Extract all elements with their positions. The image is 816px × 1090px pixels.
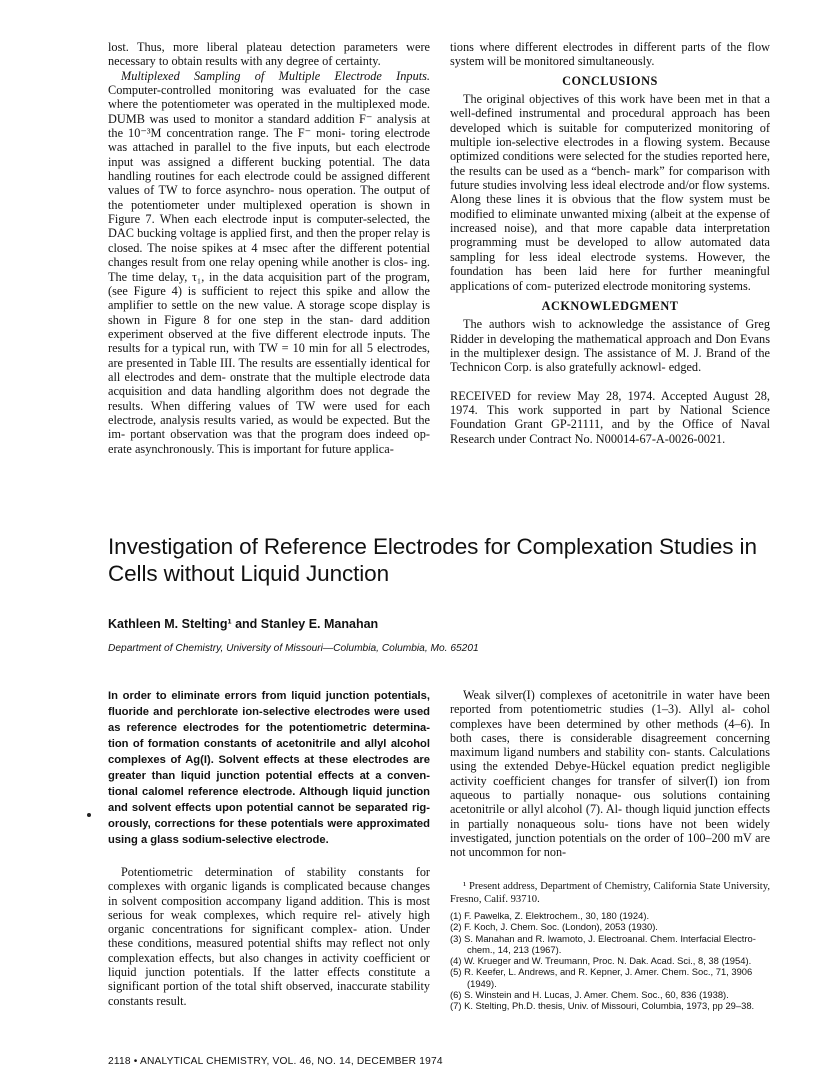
body-left-paragraph: Potentiometric determination of stability constants for complexes with organic ligands is complicated because changes in solvent composition accompany ligand addition. This is most serious for weak complexes, which require rel- atively high organic concentrations for significant complex- ation. Under these conditions, measured potential shifts may reflect not only complexation effects, but also changes in activity coefficient or liquid junction potentials. If the latter effects constitute a significant portion of the total shift observed, inaccurate stability constants result. — [108, 865, 430, 1008]
reference-item: (4) W. Krueger and W. Treumann, Proc. N. Dak. Acad. Sci., 8, 38 (1954). — [450, 955, 752, 967]
continued-left-column — [108, 40, 430, 456]
reference-list — [450, 910, 772, 1012]
reference-item: (6) S. Winstein and H. Lucas, J. Amer. Chem. Soc., 60, 836 (1938). — [450, 989, 729, 1001]
margin-dot — [87, 813, 91, 817]
conclusions-heading: CONCLUSIONS — [562, 73, 658, 88]
multiplexed-paragraph: Computer-controlled monitoring was evaluated for the case where the potentiometer was operated in the multiplexed mode. DUMB was used to monitor a standard addition F⁻ analysis at the 10⁻³M concentration range. The F⁻ moni- toring electrode was attached in parallel to the five inputs, but each electrode input was assigned a different bucking potential. The data handling routines for each electrode could be assigned different values of TW to force asynchro- nous operation. The output of the potentiometer under multiplexed operation is shown in Figure 7. When each electrode input is computer-selected, the DAC bucking voltage is applied first, and then the proper relay is closed. The noise spikes at 4 msec after the different potential changes result from one relay opening while another is clos- ing. The time delay, τ₁, in the data acquisition part of the program, (see Figure 4) is sufficient to reject this spike and allow the amplifier to settle on the new value. A storage scope display is shown in Figure 8 for one step in the stan- dard addition experiment observed at the five different electrode inputs. The results for a typical run, with TW = 10 min for all 5 electrodes, are presented in Table III. The results are essentially identical for all electrodes and dem- onstrate that the multiple electrode data acquisition and data handling algorithm does not degrade the results. When differing values of TW were used for each electrode, analysis results varied, as would be expected. But the im- portant observation was that the program does indeed op- erate asynchronously. This is important for future applica- — [108, 83, 430, 456]
article-abstract: In order to eliminate errors from liquid junction potentials, fluoride and perchlorate ion-selective electrodes were used as reference electrodes for the potentiometric determina- tion of formation constants of acetonitrile and allyl alcohol complexes of Ag(I). Solvent effects at these electrodes are greater than liquid junction potential effects at a conven- tional calomel reference electrode. Although liquid junction and solvent effects upon potential cannot be separated rig- orously, corrections for these potentials were approximated using a glass sodium-selective electrode. — [108, 690, 430, 847]
author-footnote: ¹ Present address, Department of Chemistry, California State University, Fresno, Calif. 93710. — [450, 881, 770, 905]
received-label: RECEIVED — [450, 388, 511, 403]
page-footer: 2118 • ANALYTICAL CHEMISTRY, VOL. 46, NO. 14, DECEMBER 1974 — [108, 1056, 443, 1067]
reference-item: (5) R. Keefer, L. Andrews, and R. Kepner, J. Amer. Chem. Soc., 71, 3906 (1949). — [450, 966, 753, 989]
received-text: for review May 28, 1974. Accepted August 28, 1974. This work supported in part by National Science Foundation Grant GP-21111, and by the Office of Naval Research under Contract No. N00014-67-A-0026-0021. — [450, 388, 770, 446]
article-affiliation: Department of Chemistry, University of Missouri—Columbia, Columbia, Mo. 65201 — [108, 643, 479, 654]
conclusions-paragraph: The original objectives of this work have been met in that a well-defined instrumental and procedural approach has been developed which is suitable for computerized monitoring of multiple ion-selective electrodes in a flowing system. Because optimized conditions were selected for the studies reported here, the results can be used as a “bench- mark” for comparison with future studies involving less ideal electrode and/or flow systems. Along these lines it is obvious that the flow system must be modified to eliminate unwanted mixing (albeit at the expense of increased noise), and that more capable data interpretation programming must be developed to allow automated data sampling for less ideal electrode systems. However, the foundation has been laid here for further meaningful applications of com- puterized electrode monitoring systems. — [450, 92, 770, 293]
reference-item: (1) F. Pawelka, Z. Elektrochem., 30, 180 (1924). — [450, 910, 650, 921]
body-right-paragraph: Weak silver(I) complexes of acetonitrile in water have been reported from potentiometric studies (1–3). Allyl al- cohol complexes have been determined by other methods (4–6). In both cases, there is considerable disagreement concerning maximum ligand numbers and stability con- stants. Calculations using the extended Debye-Hückel equation predict negligible activity coefficient changes for transfer of silver(I) ion from aqueous to partially nonaque- ous solutions containing acetonitrile or allyl alcohol (7). Al- though liquid junction effects in partially nonaqueous solu- tions have not been widely investigated, junction potentials on the order of 100–200 mV are not uncommon for non- — [450, 688, 770, 860]
multiplexed-section — [108, 69, 430, 456]
continued-lead: tions where different electrodes in different parts of the flow system will be monitored simultaneously. — [450, 40, 770, 69]
multiplexed-subheading: Multiplexed Sampling of Multiple Electrode Inputs. — [121, 68, 430, 83]
article-authors: Kathleen M. Stelting¹ and Stanley E. Manahan — [108, 617, 379, 631]
acknowledgment-heading: ACKNOWLEDGMENT — [541, 298, 679, 313]
article-title: Investigation of Reference Electrodes for Complexation Studies in Cells without Liquid Junction — [108, 534, 757, 586]
continued-right-column — [450, 40, 770, 446]
received-note — [450, 389, 770, 446]
acknowledgment-paragraph: The authors wish to acknowledge the assistance of Greg Ridder in developing the mathematical approach and Don Evans in the multiplexer design. The assistance of M. J. Brand of the Technicon Corp. is also gratefully acknowl- edged. — [450, 317, 770, 375]
continued-paragraph: lost. Thus, more liberal plateau detection parameters were necessary to obtain results with any degree of certainty. — [108, 40, 430, 69]
reference-item: (2) F. Koch, J. Chem. Soc. (London), 2053 (1930). — [450, 921, 658, 933]
reference-item: (3) S. Manahan and R. Iwamoto, J. Electroanal. Chem. Interfacial Electro- chem., 14, 213 (1967). — [450, 932, 756, 955]
reference-item: (7) K. Stelting, Ph.D. thesis, Univ. of Missouri, Columbia, 1973, pp 29–38. — [450, 1000, 755, 1012]
